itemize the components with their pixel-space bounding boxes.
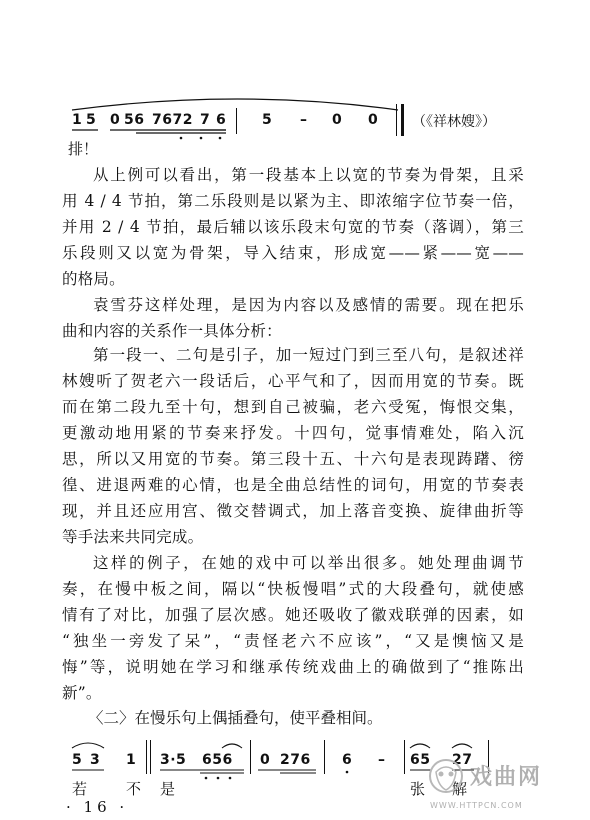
low-dot xyxy=(205,777,208,780)
text-line: 袁雪芬这样处理，是因为内容以及感情的需要。现在把乐 xyxy=(93,296,524,314)
watermark-brand: 戏曲网 xyxy=(470,765,543,790)
text-line: 林嫂听了贺老六一段话后，心平气和了，因而用宽的节奏。既 xyxy=(62,372,524,390)
barline xyxy=(324,740,325,774)
note: 0 xyxy=(368,112,379,128)
note: 0 xyxy=(260,752,271,768)
text-line: 第一段一、二句是引子，加一短过门到三至八句，是叙述祥 xyxy=(93,346,524,364)
note: 656 xyxy=(202,752,233,768)
text-line: 乐段则又以宽为骨架，导入结束，形成宽——紧——宽—— xyxy=(62,244,524,262)
text-line: 徨、进退两难的心情，也是全曲总结性的词句，用宽的节奏表 xyxy=(62,476,524,494)
text-line: 用 4 / 4 节拍，第二乐段则是以紧为主、即浓缩字位节奏一倍， xyxy=(62,192,524,210)
note: 3·5 xyxy=(160,752,187,768)
text-line: 的格局。 xyxy=(62,270,125,288)
text-line: 情有了对比，加强了层次感。她还吸收了徽戏联弹的因素，如 xyxy=(62,606,524,624)
low-dot xyxy=(217,777,220,780)
text-line: 悔”等，说明她在学习和继承传统戏曲上的确做到了“推陈出 xyxy=(62,658,524,676)
slur xyxy=(72,743,104,748)
section-heading: 〈二〉在慢乐句上偶插叠句，使平叠相间。 xyxy=(88,709,383,727)
source-citation: （《祥林嫂》） xyxy=(412,114,496,130)
note: 276 xyxy=(280,752,311,768)
text-line: 更激动地用紧的节奏来抒发。十四句，觉事情难处，陷入沉 xyxy=(62,424,524,442)
note: 3 xyxy=(90,752,101,768)
lyric: 张 xyxy=(410,780,426,798)
lyric: 解 xyxy=(452,780,468,798)
note: 0 xyxy=(110,112,121,128)
slur xyxy=(410,744,430,748)
text-line: 曲和内容的关系作一具体分析： xyxy=(62,322,282,340)
note: 6 xyxy=(216,112,227,128)
note: 5 xyxy=(262,112,273,128)
low-dot xyxy=(346,771,349,774)
text-line: 思，所以又用宽的节奏。第三段十五、十六句是表现踌躇、徬 xyxy=(62,450,524,468)
lyric: 若 xyxy=(72,780,88,798)
text-line: 而在第二段九至十句，想到自己被骗，老六受冤，悔恨交集， xyxy=(62,398,524,416)
watermark-url: WWW.HTTPCN.COM xyxy=(430,801,523,810)
note: – xyxy=(378,752,386,768)
text-line: 这样的例子，在她的戏中可以举出很多。她处理曲调节 xyxy=(93,554,524,572)
note: 56 xyxy=(124,112,145,128)
low-dot xyxy=(229,777,232,780)
note: – xyxy=(300,112,308,128)
text-line: 从上例可以看出，第一段基本上以宽的节奏为骨架，且采 xyxy=(93,166,524,184)
text-line: “独坐一旁发了呆”，“责怪老六不应该”，“又是懊恼又是 xyxy=(62,632,524,650)
slur xyxy=(452,744,472,748)
lyric: 排！ xyxy=(68,140,99,158)
barline xyxy=(404,740,405,774)
slur xyxy=(222,744,242,748)
text-line: 新”。 xyxy=(62,684,102,702)
note: 5 xyxy=(72,752,83,768)
note: 5 xyxy=(86,112,97,128)
note: 27 xyxy=(452,752,473,768)
lyric: 不 xyxy=(126,780,142,798)
text-line: 现，并且还应用宫、徵交替调式，加上落音变换、旋律曲折等 xyxy=(62,502,524,520)
mask-logo-icon xyxy=(426,756,466,796)
text-line: 并用 2 / 4 节拍，最后辅以该乐段末句宽的节奏（落调），第三 xyxy=(62,218,524,236)
note: 65 xyxy=(410,752,431,768)
note: 7 xyxy=(200,112,211,128)
text-line: 奏，在慢中板之间，隔以“快板慢唱”式的大段叠句，就使感 xyxy=(62,580,524,598)
barline xyxy=(250,740,251,774)
note: 6 xyxy=(342,752,353,768)
note: 1 xyxy=(72,112,83,128)
lyric: 是 xyxy=(160,780,176,798)
note: 1 xyxy=(126,752,137,768)
barline xyxy=(146,740,147,774)
page-number: · 16 · xyxy=(66,798,129,816)
barline xyxy=(150,740,151,774)
note: 7672 xyxy=(152,112,193,128)
note: 0 xyxy=(332,112,343,128)
text-line: 等手法来共同完成。 xyxy=(62,528,204,546)
